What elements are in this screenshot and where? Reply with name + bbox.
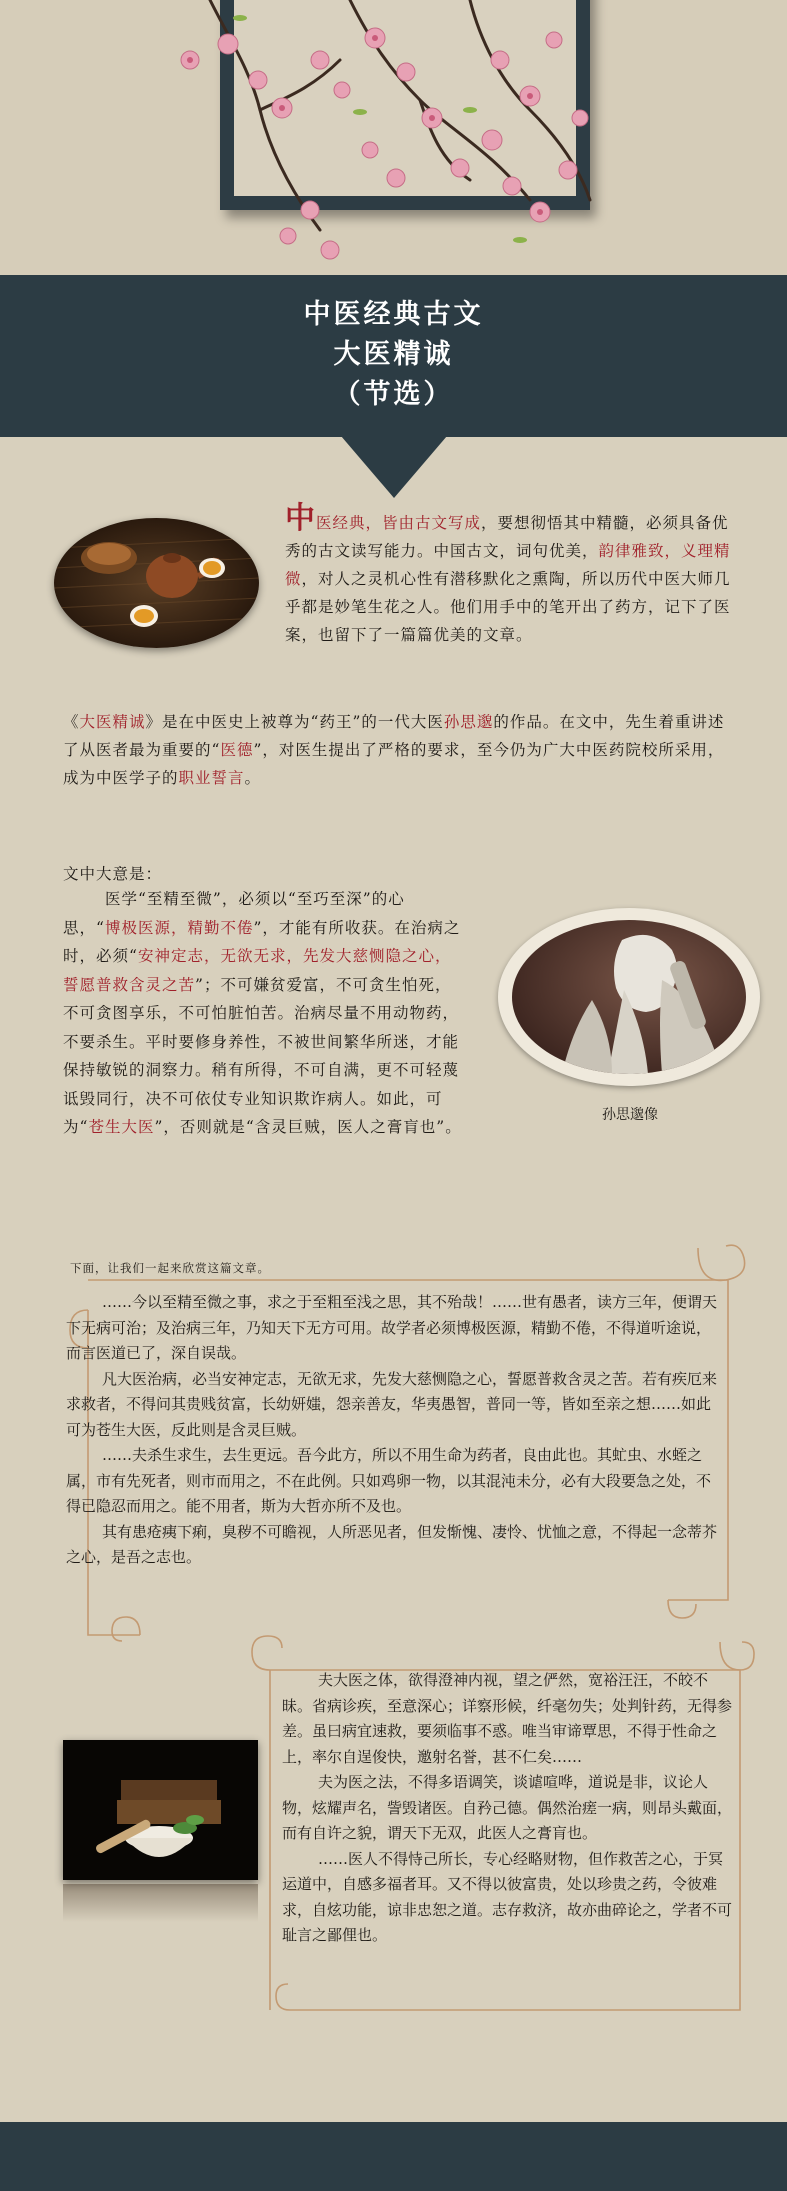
title-line-1: 中医经典古文 xyxy=(303,299,484,330)
excerpt2-paragraph: ……医人不得恃己所长，专心经略财物，但作救苦之心，于冥运道中，自感多福者耳。又不得以彼富贵，处以珍贵之药，令彼难求，自炫功能，谅非忠恕之道。志存救济，故亦曲碎论之，学者不可耻言之鄙俚也。 xyxy=(282,1849,733,1944)
idea-highlight-1: 博极医源，精勤不倦 xyxy=(104,918,254,937)
mortar-icon xyxy=(63,1740,258,1880)
page-title xyxy=(0,295,787,415)
title-line-2: 大医精诚 xyxy=(333,339,454,370)
p2-text-1: 《 xyxy=(63,713,80,731)
teapot-icon xyxy=(54,518,259,648)
title-line-3: （节选） xyxy=(333,379,454,410)
p2-text-4: ”，对医生提出了严格的要求，至今仍为广大中医药院校所采用，成为中医学子的 xyxy=(63,741,725,787)
sun-simiao-portrait xyxy=(512,920,746,1074)
plum-blossom-illustration xyxy=(170,0,600,290)
excerpt1-paragraph: 凡大医治病，必当安神定志，无欲无求，先发大慈恻隐之心，誓愿普救含灵之苦。若有疾厄来求救者，不得问其贵贱贫富，长幼妍媸，怨亲善友，华夷愚智，普同一等，皆如至亲之想……如此可为苍生大医，反此则是含灵巨贼。 xyxy=(66,1369,718,1439)
p2-highlight-4: 职业誓言 xyxy=(178,769,245,787)
idea-highlight-3: 苍生大医 xyxy=(88,1118,155,1136)
statue-icon xyxy=(512,920,746,1074)
excerpt-text-1 xyxy=(66,1290,721,1571)
p2-highlight-3: 医德 xyxy=(220,741,254,759)
intro-paragraph xyxy=(285,501,740,649)
p2-text-3: 的作品。在文中，先生着重讲述了从医者最为重要的“ xyxy=(63,713,725,759)
footer-band xyxy=(0,2122,787,2191)
intro-text-1: ，要想彻悟其中精髓，必须具备优秀的古文读写能力。中国古文，词句优美， xyxy=(285,514,729,560)
p2-highlight-1: 大医精诚 xyxy=(79,713,146,731)
tea-set-photo xyxy=(54,518,259,648)
excerpt2-paragraph: 夫为医之法，不得多语调笑，谈谑喧哗，道说是非，议论人物，炫耀声名，訾毁诸医。自矜己德。偶然治瘥一病，则昂头戴面，而有自许之貌，谓天下无双，此医人之膏肓也。 xyxy=(282,1773,733,1842)
excerpt1-paragraph: 其有患疮痍下痢，臭秽不可瞻视，人所恶见者，但发惭愧、凄怜、忧恤之意，不得起一念蒂芥之心，是吾之志也。 xyxy=(66,1522,718,1566)
intro-highlight-2: 韵律雅致，义理精微 xyxy=(285,542,731,588)
idea-text-2: ”，才能有所收获。在治病之时，必须“ xyxy=(63,918,461,965)
main-idea-heading: 文中大意是： xyxy=(63,865,163,883)
excerpt-text-2 xyxy=(282,1668,732,1949)
main-idea-paragraph xyxy=(63,885,463,1142)
excerpt1-paragraph: ……夫杀生求生，去生更远。吾今此方，所以不用生命为药者，良由此也。其虻虫、水蛭之属，市有先死者，则市而用之，不在此例。只如鸡卵一物，以其混沌未分，必有大段要急之处，不得已隐忍而用之。能不用者，斯为大哲亦所不及也。 xyxy=(66,1446,712,1515)
intro-highlight-1: 医经典，皆由古文写成 xyxy=(316,514,482,532)
excerpt2-paragraph: 夫大医之体，欲得澄神内视，望之俨然，宽裕汪汪，不皎不昧。省病诊疾，至意深心；详察形候，纤毫勿失；处判针药，无得参差。虽曰病宜速救，要须临事不惑。唯当审谛覃思，不得于性命之上，率尔自逞俊快，邀射名誉，甚不仁矣…… xyxy=(282,1671,733,1766)
intro-text-2: ，对人之灵机心性有潜移默化之熏陶，所以历代中医大师几乎都是妙笔生花之人。他们用手中的笔开出了药方，记下了医案，也留下了一篇篇优美的文章。 xyxy=(285,570,731,644)
work-introduction xyxy=(63,708,733,792)
idea-text-4: ”，否则就是“含灵巨贼，医人之膏肓也”。 xyxy=(154,1118,462,1136)
portrait-caption: 孙思邈像 xyxy=(602,1107,658,1123)
idea-highlight-2: 安神定志，无欲无求，先发大慈恻隐之心，誓愿普救含灵之苦 xyxy=(63,947,452,994)
excerpt1-paragraph: ……今以至精至微之事，求之于至粗至浅之思，其不殆哉！……世有愚者，读方三年，便谓天下无病可治；及治病三年，乃知天下无方可用。故学者必须博极医源，精勤不倦，不得道听途说，而言医道已了，深自误哉。 xyxy=(66,1293,718,1362)
p2-highlight-2: 孙思邈 xyxy=(443,713,494,731)
photo-reflection xyxy=(63,1884,258,1922)
idea-text-3: ”；不可嫌贫爱富，不可贪生怕死，不可贪图享乐，不可怕脏怕苦。治病尽量不用动物药，不要杀生。平时要修身养性，不被世间繁华所迷，才能保持敏锐的洞察力。稍有所得，不可自满，更不可轻蔑诋毁同行，决不可依仗专业知识欺诈病人。如此，可为“ xyxy=(63,975,460,1136)
p2-text-2: 》是在中医史上被尊为“药王”的一代大医 xyxy=(145,713,444,731)
drop-cap: 中 xyxy=(285,501,316,536)
p2-text-5: 。 xyxy=(244,769,262,787)
idea-text-1: 医学“至精至微”，必须以“至巧至深”的心思，“ xyxy=(63,890,405,937)
invitation-text: 下面，让我们一起来欣赏这篇文章。 xyxy=(70,1261,270,1275)
herbal-medicine-photo xyxy=(63,1740,258,1880)
down-triangle-icon xyxy=(341,436,447,498)
